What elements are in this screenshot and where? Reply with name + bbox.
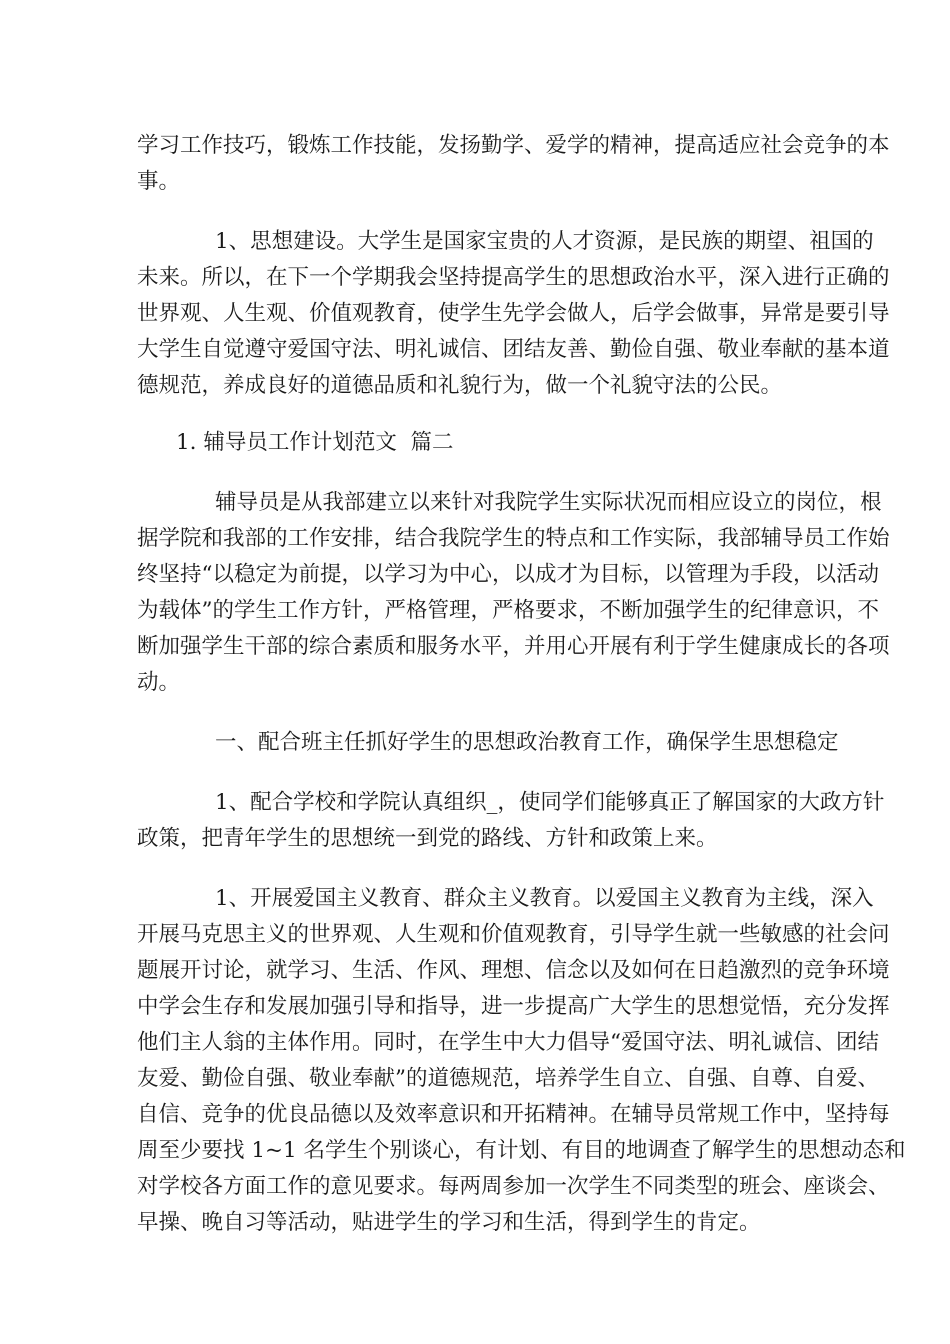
paragraph-2-line-5: 德规范，养成良好的道德品质和礼貌行为，做一个礼貌守法的公民。 <box>137 373 783 398</box>
paragraph-5-line-1: 一、配合班主任抓好学生的思想政治教育工作，确保学生思想稳定 <box>215 730 839 755</box>
paragraph-1-line-1: 学习工作技巧，锻炼工作技能，发扬勤学、爱学的精神，提高适应社会竞争的本 <box>137 133 890 158</box>
paragraph-7-line-3: 题展开讨论，就学习、生活、作风、理想、信念以及如何在日趋激烈的竞争环境 <box>137 958 890 983</box>
paragraph-7-line-1: 1、开展爱国主义教育、群众主义教育。以爱国主义教育为主线，深入 <box>215 886 874 911</box>
paragraph-4-line-2: 据学院和我部的工作安排，结合我院学生的特点和工作实际，我部辅导员工作始 <box>137 526 890 551</box>
paragraph-7-line-6: 友爱、勤俭自强、敬业奉献”的道德规范，培养学生自立、自强、自尊、自爱、 <box>137 1066 879 1091</box>
paragraph-7-line-7: 自信、竞争的优良品德以及效率意识和开拓精神。在辅导员常规工作中，坚持每 <box>137 1102 890 1127</box>
paragraph-4-line-3: 终坚持“以稳定为前提，以学习为中心，以成才为目标，以管理为手段，以活动 <box>137 562 879 587</box>
paragraph-4-line-5: 断加强学生干部的综合素质和服务水平，并用心开展有利于学生健康成长的各项 <box>137 634 890 659</box>
paragraph-1-line-2: 事。 <box>137 169 181 194</box>
paragraph-6-line-1: 1、配合学校和学院认真组织_，使同学们能够真正了解国家的大政方针 <box>215 790 885 815</box>
paragraph-2-line-1: 1、思想建设。大学生是国家宝贵的人才资源，是民族的期望、祖国的 <box>215 229 874 254</box>
paragraph-7-line-4: 中学会生存和发展加强引导和指导，进一步提高广大学生的思想觉悟，充分发挥 <box>137 994 890 1019</box>
paragraph-7-line-9: 对学校各方面工作的意见要求。每两周参加一次学生不同类型的班会、座谈会、 <box>137 1174 890 1199</box>
paragraph-2-line-2: 未来。所以，在下一个学期我会坚持提高学生的思想政治水平，深入进行正确的 <box>137 265 890 290</box>
paragraph-2-line-4: 大学生自觉遵守爱国守法、明礼诚信、团结友善、勤俭自强、敬业奉献的基本道 <box>137 337 890 362</box>
paragraph-4-line-1: 辅导员是从我部建立以来针对我院学生实际状况而相应设立的岗位，根 <box>215 490 882 515</box>
paragraph-6-line-2: 政策，把青年学生的思想统一到党的路线、方针和政策上来。 <box>137 826 718 851</box>
paragraph-2-line-3: 世界观、人生观、价值观教育，使学生先学会做人，后学会做事，异常是要引导 <box>137 301 890 326</box>
paragraph-4-line-6: 动。 <box>137 670 181 695</box>
paragraph-7-line-2: 开展马克思主义的世界观、人生观和价值观教育，引导学生就一些敏感的社会问 <box>137 922 890 947</box>
paragraph-7-line-8: 周至少要找 1~1 名学生个别谈心，有计划、有目的地调查了解学生的思想动态和 <box>137 1138 906 1163</box>
paragraph-7-line-5: 他们主人翁的主体作用。同时，在学生中大力倡导“爱国守法、明礼诚信、团结 <box>137 1030 879 1055</box>
paragraph-4-line-4: 为载体”的学生工作方针，严格管理，严格要求，不断加强学生的纪律意识，不 <box>137 598 879 623</box>
paragraph-7-line-10: 早操、晚自习等活动，贴进学生的学习和生活，得到学生的肯定。 <box>137 1210 761 1235</box>
section-heading: 1. 辅导员工作计划范文 篇二 <box>176 430 454 455</box>
